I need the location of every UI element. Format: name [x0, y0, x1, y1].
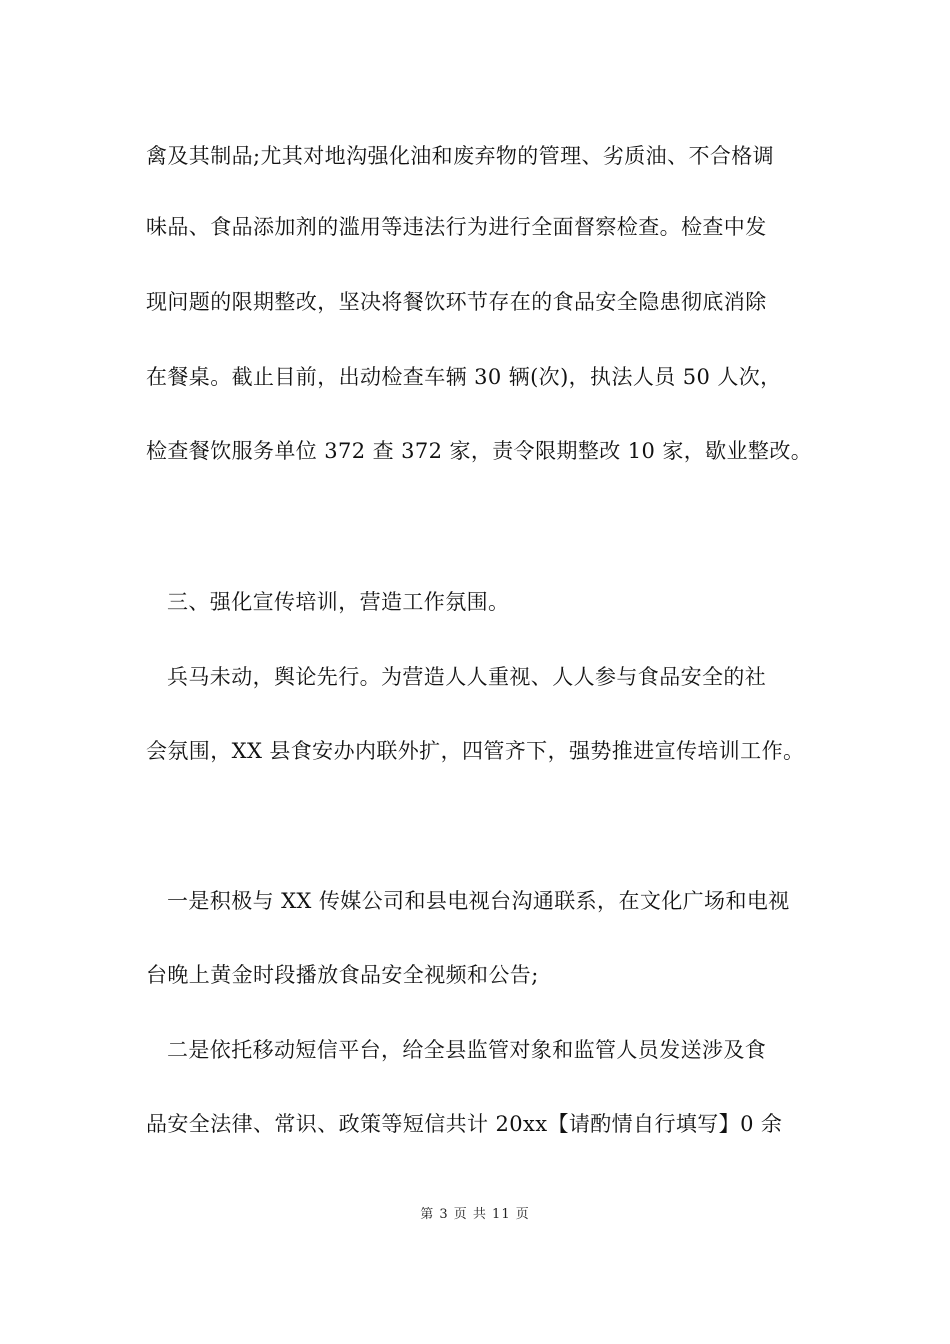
paragraph-line: 品安全法律、常识、政策等短信共计 20xx【请酌情自行填写】0 余	[146, 1112, 783, 1136]
paragraph-line: 一是积极与 XX 传媒公司和县电视台沟通联系，在文化广场和电视	[167, 889, 790, 913]
page-footer: 第 3 页 共 11 页	[420, 1207, 530, 1222]
paragraph-line: 在餐桌。截止目前，出动检查车辆 30 辆(次)，执法人员 50 人次，	[146, 365, 782, 389]
paragraph-line: 检查餐饮服务单位 372 查 372 家，责令限期整改 10 家，歇业整改。	[146, 439, 813, 463]
paragraph-line: 台晚上黄金时段播放食品安全视频和公告;	[146, 963, 539, 987]
paragraph-line: 禽及其制品;尤其对地沟强化油和废弃物的管理、劣质油、不合格调	[146, 144, 775, 168]
paragraph-line: 二是依托移动短信平台，给全县监管对象和监管人员发送涉及食	[167, 1038, 767, 1062]
section-heading: 三、强化宣传培训，营造工作氛围。	[167, 590, 510, 614]
paragraph-line: 会氛围，XX 县食安办内联外扩，四管齐下，强势推进宣传培训工作。	[146, 739, 805, 763]
paragraph-line: 味品、食品添加剂的滥用等违法行为进行全面督察检查。检查中发	[146, 215, 767, 239]
paragraph-line: 兵马未动，舆论先行。为营造人人重视、人人参与食品安全的社	[167, 665, 767, 689]
paragraph-line: 现问题的限期整改，坚决将餐饮环节存在的食品安全隐患彻底消除	[146, 290, 767, 314]
